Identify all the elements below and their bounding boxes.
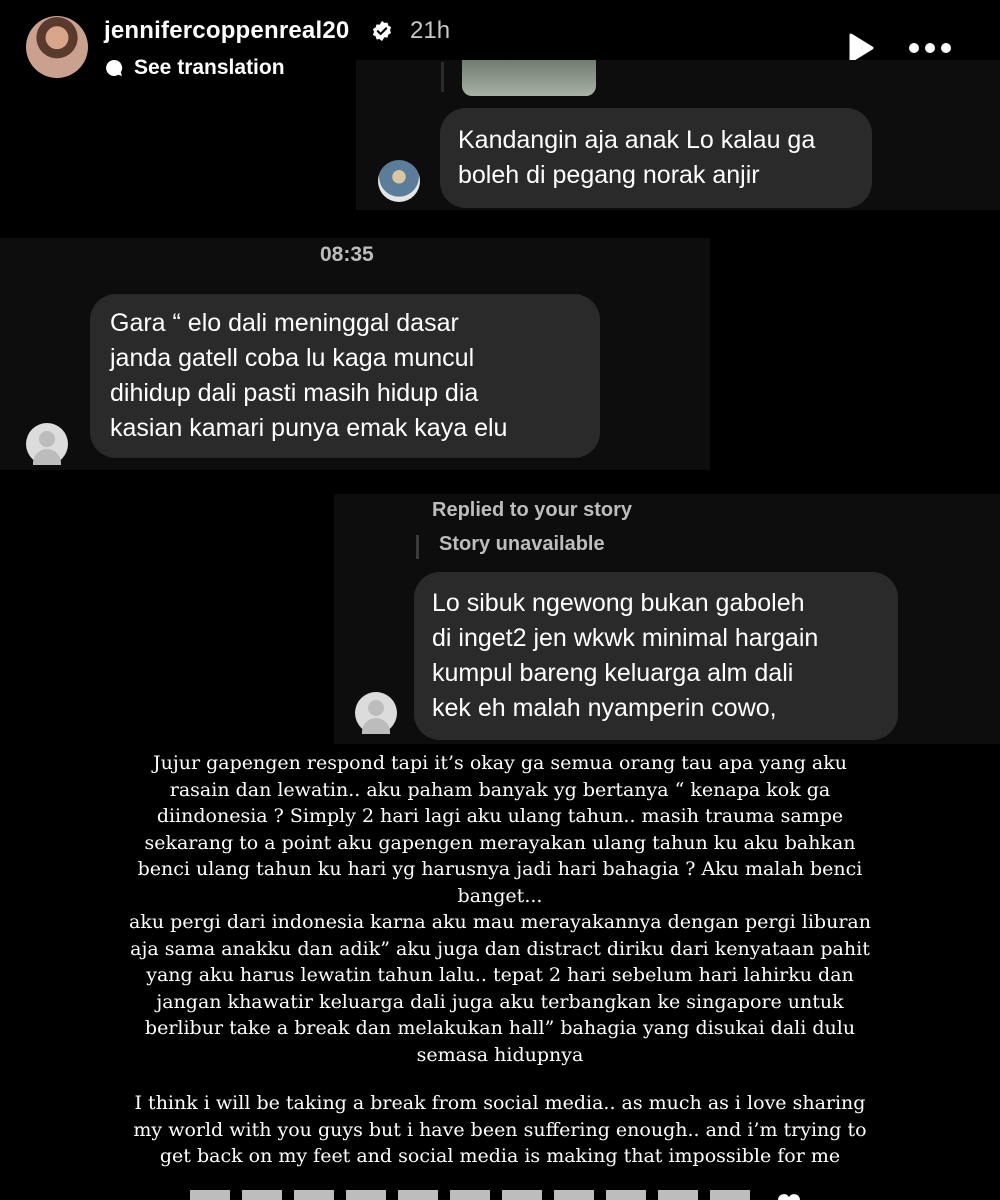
message-bubble: [414, 572, 898, 740]
caption-line: jangan khawatir keluarga dali juga aku terbangkan ke singapore untuk: [156, 990, 844, 1013]
profile-avatar[interactable]: [26, 16, 88, 78]
caption-line: Jujur gapengen respond tapi it’s okay ga semua orang tau apa yang aku: [153, 752, 847, 774]
caption-line: yang aku harus lewatin tahun lalu.. tepat 2 hari sebelum hari lahirku dan: [146, 964, 854, 986]
caption-line: berlibur take a break dan melakukan hall” bahagia yang disukai dali dulu: [144, 1017, 856, 1039]
message-timestamp: 08:35: [320, 243, 374, 266]
replied-to-story-label: Replied to your story: [432, 499, 633, 521]
message-line: Gara “ elo dali meninggal dasar: [110, 309, 459, 337]
message-line: kek eh malah nyamperin cowo,: [432, 694, 777, 722]
message-line: Kandangin aja anak Lo kalau ga: [458, 126, 816, 154]
see-translation-button[interactable]: [104, 56, 285, 80]
caption-line: sekarang to a point aku gapengen merayakan ulang tahun ku aku bahkan: [144, 831, 856, 854]
truncated-caption-line: [190, 1190, 750, 1200]
caption-line: benci ulang tahun ku hari yg harusnya jadi hari bahagia ? Aku malah benci: [137, 858, 863, 880]
shared-image-thumbnail: [462, 60, 596, 96]
message-line: Lo sibuk ngewong bukan gaboleh: [432, 589, 805, 617]
story-unavailable-label: Story unavailable: [439, 533, 605, 555]
caption-line: my world with you guys but i have been suffering enough.. and i’m trying to: [133, 1118, 867, 1141]
post-time: 21h: [410, 17, 451, 44]
caption-line: I think i will be taking a break from social media.. as much as i love sharing: [134, 1092, 866, 1114]
message-line: boleh di pegang norak anjir: [458, 161, 760, 189]
caption-line: rasain dan lewatin.. aku paham banyak yg bertanya “ kenapa kok ga: [169, 778, 831, 801]
caption-line: banget...: [457, 884, 543, 907]
username[interactable]: jennifercoppenreal20: [104, 17, 350, 44]
story-caption: [100, 1090, 900, 1170]
sender-avatar: [26, 423, 68, 465]
caption-line: get back on my feet and social media is making that impossible for me: [159, 1145, 841, 1167]
message-bubble: [440, 108, 872, 208]
caption-line: semasa hidupnya: [416, 1043, 584, 1066]
sender-avatar: [378, 160, 420, 202]
verified-badge-icon: [371, 20, 393, 42]
message-line: kumpul bareng keluarga alm dali: [432, 659, 794, 687]
see-translation-label: See translation: [134, 56, 285, 79]
message-line: di inget2 jen wkwk minimal hargain: [432, 624, 819, 652]
chat-bubble-icon: [104, 58, 124, 78]
message-bubble: [90, 294, 600, 458]
caption-line: diindonesia ? Simply 2 hari lagi aku ulang tahun.. masih trauma sampe: [156, 805, 844, 827]
story-caption: [100, 750, 900, 1068]
message-line: kasian kamari punya emak kaya elu: [110, 414, 508, 442]
reply-indicator-line: [416, 535, 419, 559]
caption-line: aku pergi dari indonesia karna aku mau merayakannya dengan pergi liburan: [129, 911, 871, 933]
sender-avatar: [355, 692, 397, 734]
message-line: janda gatell coba lu kaga muncul: [110, 344, 475, 372]
message-line: dihidup dali pasti masih hidup dia: [110, 379, 479, 407]
reply-indicator-line: [441, 62, 444, 92]
caption-line: aja sama anakku dan adik” aku juga dan distract diriku dari kenyataan pahit: [130, 937, 870, 960]
heart-icon[interactable]: [774, 1192, 804, 1200]
